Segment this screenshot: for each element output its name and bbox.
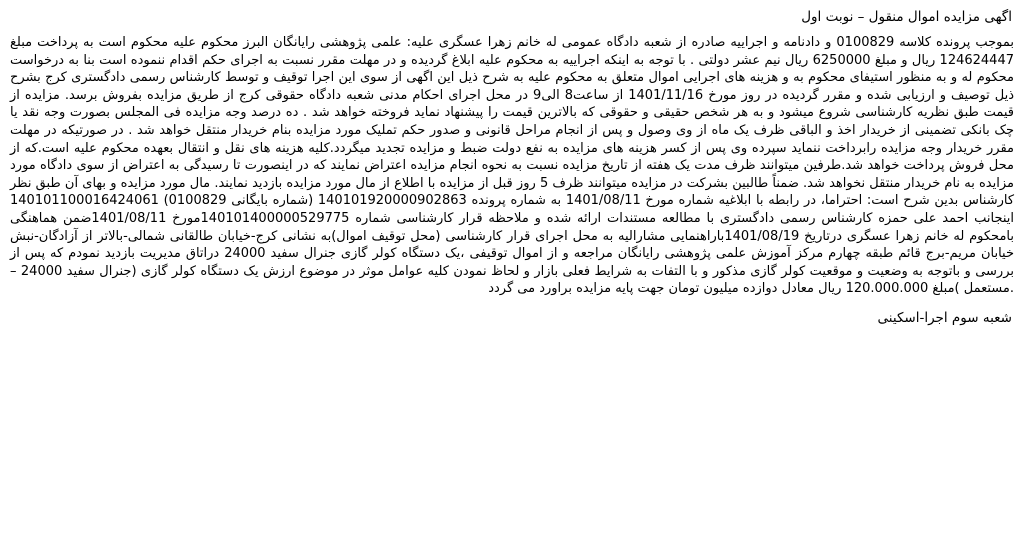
notice-body: بموجب پرونده کلاسه 0100829 و دادنامه و اجراییه صادره از شعبه دادگاه عمومی له خانم زهرا عسگری علیه: علمی پژوهشی رایانگان البرز محکوم علیه محکوم است به پرداخت مبلغ 124624447 ریال و مبلغ 6250000 ریال نیم عشر دولتی . با توجه به اینکه اجراییه به محکوم علیه ابلاغ گردیده و در مهلت مقرر نسبت به اجرای حکم اقدام ننموده است بنا به درخواست محکوم له و به منظور استیفای محکوم به و هزینه های اجرایی اموال متعلق به محکوم علیه به شرح ذیل این اگهی از سوی این اجرا توقیف و توسط کارشناس رسمی دادگستری کرج بشرح ذیل توصیف و ارزیابی شده و مقرر گردیده در روز مورخ 1401/11/16 از ساعت8 الی9 در محل اجرای احکام مدنی شعبه دادگاه حقوقی کرج از طریق مزایده بفروش برسد. مزایده از قیمت طبق نظریه کارشناسی شروع میشود و به هر شخص حقیقی و حقوقی که بالاترین قیمت را پیشنهاد نماید فروخته خواهد شد . ده درصد وجه مزایده فی المجلس بصورت وجه نقد یا چک بانکی تضمینی از خریدار اخذ و الباقی ظرف یک ماه از وی وصول و پس از انجام مراحل قانونی و صدور حکم تملیک مورد مزایده بنام خریدار منتقل خواهد شد . در صورتیکه در مهلت مقرر خریدار وجه مزایده رابرداخت ننماید سپرده وی پس از کسر هزینه های مزایده به نفع دولت ضبط و مزایده تجدید میگردد.کلیه هزینه های نقل و انتقال بعهده محکوم علیه است.که از محل فروش پرداخت خواهد شد.طرفین میتوانند ظرف مدت یک هفته از تاریخ مزایده نسبت به نحوه انجام مزایده اعتراض نمایند که در اینصورت تا رسیدگی به اعتراض از سوی دادگاه مورد مزایده به نام خریدار منتقل نخواهد شد. ضمناً طالبین بشرکت در مزایده میتوانند ظرف 5 روز قبل از مزایده با اطلاع از مال مورد مزایده بازدید نمایند. مال مورد مزایده و بهای آن طبق نظر کارشناس بدین شرح است: احتراما، در رابطه با ابلاغیه شماره 14010110001642406‪1 مورخ 1401/08/11 به شماره پرونده 140101920000902863 (شماره بایگانی 0100829) اینجانب احمد علی حمزه کارشناس رسمی دادگستری با مطالعه مستندات ارائه شده و ملاحظه قرار کارشناسی شماره 140101400000529775مورخ 1401/08/11ضمن هماهنگی بامحکوم له خانم زهرا عسگری درتاریخ 1401/08/19باراهنمایی مشارالیه به محل اجرای قرار کارشناسی (محل توقیف اموال)به نشانی کرج-خیابان طالقانی شمالی-بالاتر از آزادگان-نبش خیابان مریم-برج قائم طبقه چهارم مرکز آموزش علمی پژوهشی رایانگان مراجعه و از اموال توقیفی ،یک دستگاه کولر گازی جنرال سفید 24000 دراتاق مدیریت بازدید نمودم که پس از بررسی و باتوجه به وضعیت و موقعیت کولر گازی مذکور و با التفات به شرایط فعلی بازار و لحاظ نمودن کلیه عوامل موثر در موضوع ارزش یک دستگاه کولر گازی (جنرال سفید 24000 –مستعمل )مبلغ 120.000.000 ریال معادل دوازده میلیون تومان جهت پایه مزایده براورد می گردد. [10,35,1015,297]
notice-title: اگهی مزایده اموال منقول – نوبت اول [801,9,1012,25]
notice-signature: شعبه سوم اجرا-اسکینی [877,309,1012,326]
